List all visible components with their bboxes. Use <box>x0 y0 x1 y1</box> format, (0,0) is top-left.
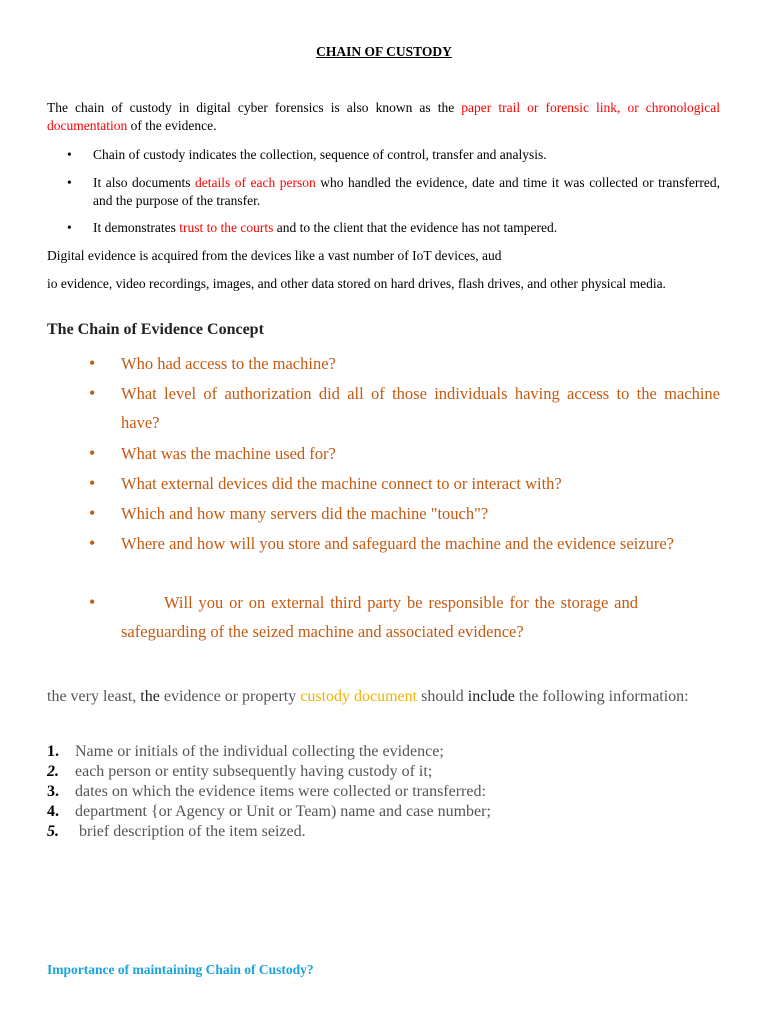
bullet-icon: • <box>89 592 96 612</box>
least-text-tail: the following information: <box>514 688 689 705</box>
bullet-icon: • <box>89 383 96 403</box>
bullet-text-tail: and to the client that the evidence has not tampered. <box>273 220 558 235</box>
list-number: 3. <box>47 783 59 800</box>
bullet-icon: • <box>67 147 72 162</box>
concept-heading: The Chain of Evidence Concept <box>47 321 264 338</box>
page-title: CHAIN OF CUSTODY <box>316 44 452 59</box>
question-text: What external devices did the machine connect to or interact with? <box>121 474 562 493</box>
importance-heading: Importance of maintaining Chain of Custody? <box>47 962 314 977</box>
bullet-text: It demonstrates <box>93 220 180 235</box>
list-number: 1. <box>47 743 59 760</box>
list-number: 5. <box>47 823 59 840</box>
least-text-dark: the <box>140 688 160 705</box>
bullet-highlight: details of each person <box>195 175 316 190</box>
bullet-highlight: trust to the courts <box>179 220 274 235</box>
bullet-text: It also documents <box>93 175 196 190</box>
question-text: Where and how will you store and safeguard the machine and the evidence seizure? <box>121 534 674 553</box>
bullet-icon: • <box>89 503 96 523</box>
least-text-include: include <box>467 688 515 705</box>
list-text: department {or Agency or Unit or Team) name and case number; <box>75 803 491 820</box>
list-text: Name or initials of the individual collecting the evidence; <box>75 743 444 760</box>
intro-tail: of the evidence. <box>127 118 217 133</box>
question-text: Which and how many servers did the machine "touch"? <box>121 504 489 523</box>
list-text: each person or entity subsequently having custody of it; <box>75 763 433 780</box>
intro-text: The chain of custody in digital cyber forensics is also known as the <box>47 100 462 115</box>
least-paragraph <box>47 686 720 708</box>
least-highlight: custody document <box>300 688 418 705</box>
question-text: What was the machine used for? <box>121 444 336 463</box>
intro-highlight: paper trail or forensic link, or chronological documentation <box>47 100 720 133</box>
bullet-icon: • <box>89 443 96 463</box>
question-text: What level of authorization did all of those individuals having access to the machine have? <box>121 384 720 432</box>
bullet-icon: • <box>67 220 72 235</box>
least-text-mid: evidence or property <box>159 688 301 705</box>
least-text: the very least, <box>47 688 141 705</box>
bullet-icon: • <box>67 175 72 190</box>
bullet-text: Chain of custody indicates the collection, sequence of control, transfer and analysis. <box>93 147 547 162</box>
question-text: Who had access to the machine? <box>121 354 336 373</box>
digital-evidence-line2: io evidence, video recordings, images, and other data stored on hard drives, flash drives, and other physical media. <box>47 276 666 291</box>
intro-paragraph <box>47 99 720 135</box>
bullet-icon: • <box>89 353 96 373</box>
bullet-icon: • <box>89 473 96 493</box>
list-text: brief description of the item seized. <box>75 823 306 840</box>
digital-evidence-line1: Digital evidence is acquired from the devices like a vast number of IoT devices, aud <box>47 248 502 263</box>
bullet-text-tail: who handled the evidence, date and time it was collected or transferred, and the purpose of the transfer. <box>93 175 721 208</box>
list-number: 2. <box>47 763 59 780</box>
least-text-post: should <box>417 688 468 705</box>
bullet-icon: • <box>89 533 96 553</box>
list-number: 4. <box>47 803 59 820</box>
list-text: dates on which the evidence items were collected or transferred: <box>75 783 486 800</box>
question-text: Will you or on external third party be responsible for the storage and safeguarding of the seized machine and associated evidence? <box>121 593 638 641</box>
